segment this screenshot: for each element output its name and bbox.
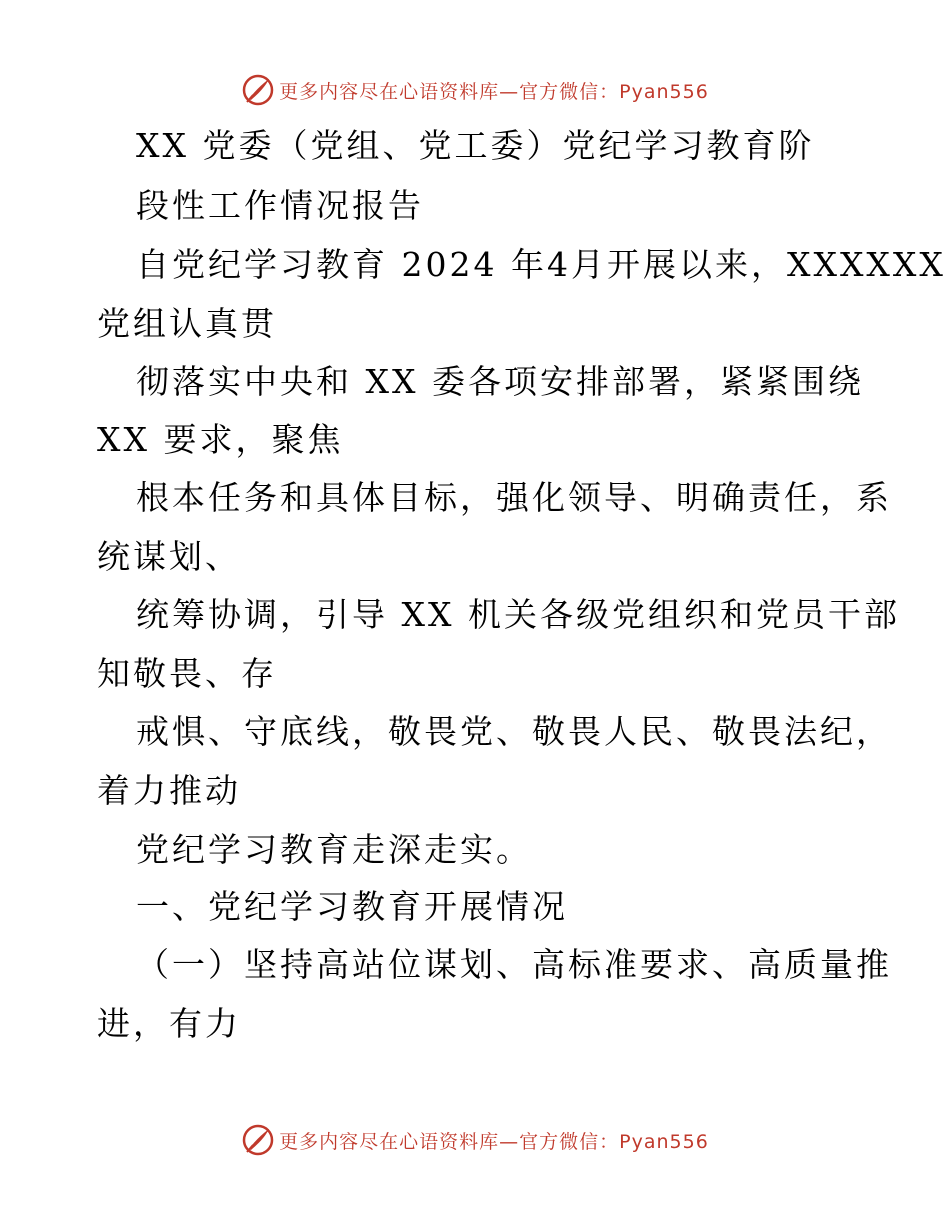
paragraph-line: 自党纪学习教育 2024 年4月开展以来，XXXXXX: [136, 245, 946, 284]
subsection-heading: （一）坚持高站位谋划、高标准要求、高质量推: [136, 945, 892, 984]
title-line-2: 段性工作情况报告: [136, 186, 424, 225]
paragraph-line: 党组认真贯: [97, 304, 277, 343]
paragraph-line: 着力推动: [97, 771, 241, 810]
watermark-text: 更多内容尽在心语资料库—官方微信：Pyan556: [279, 1130, 709, 1153]
paragraph-line: 统筹协调，引导 XX 机关各级党组织和党员干部: [136, 595, 900, 634]
paragraph-line: 统谋划、: [97, 537, 241, 576]
paragraph-line: 戒惧、守底线，敬畏党、敬畏人民、敬畏法纪，: [136, 712, 892, 751]
watermark-text: 更多内容尽在心语资料库—官方微信：Pyan556: [279, 80, 709, 103]
feather-pen-logo-icon: [241, 1123, 275, 1157]
paragraph-line: 知敬畏、存: [97, 654, 277, 693]
feather-pen-logo-icon: [241, 73, 275, 107]
paragraph-line: 进，有力: [97, 1004, 241, 1043]
watermark-footer: [0, 1120, 950, 1160]
section-heading: 一、党纪学习教育开展情况: [136, 887, 568, 926]
watermark-header: [0, 70, 950, 110]
paragraph-line: XX 要求，聚焦: [97, 420, 344, 459]
paragraph-line: 党纪学习教育走深走实。: [136, 830, 532, 869]
title-line-1: XX 党委（党组、党工委）党纪学习教育阶: [136, 126, 815, 165]
paragraph-line: 根本任务和具体目标，强化领导、明确责任，系: [136, 478, 892, 517]
paragraph-line: 彻落实中央和 XX 委各项安排部署，紧紧围绕: [136, 362, 864, 401]
